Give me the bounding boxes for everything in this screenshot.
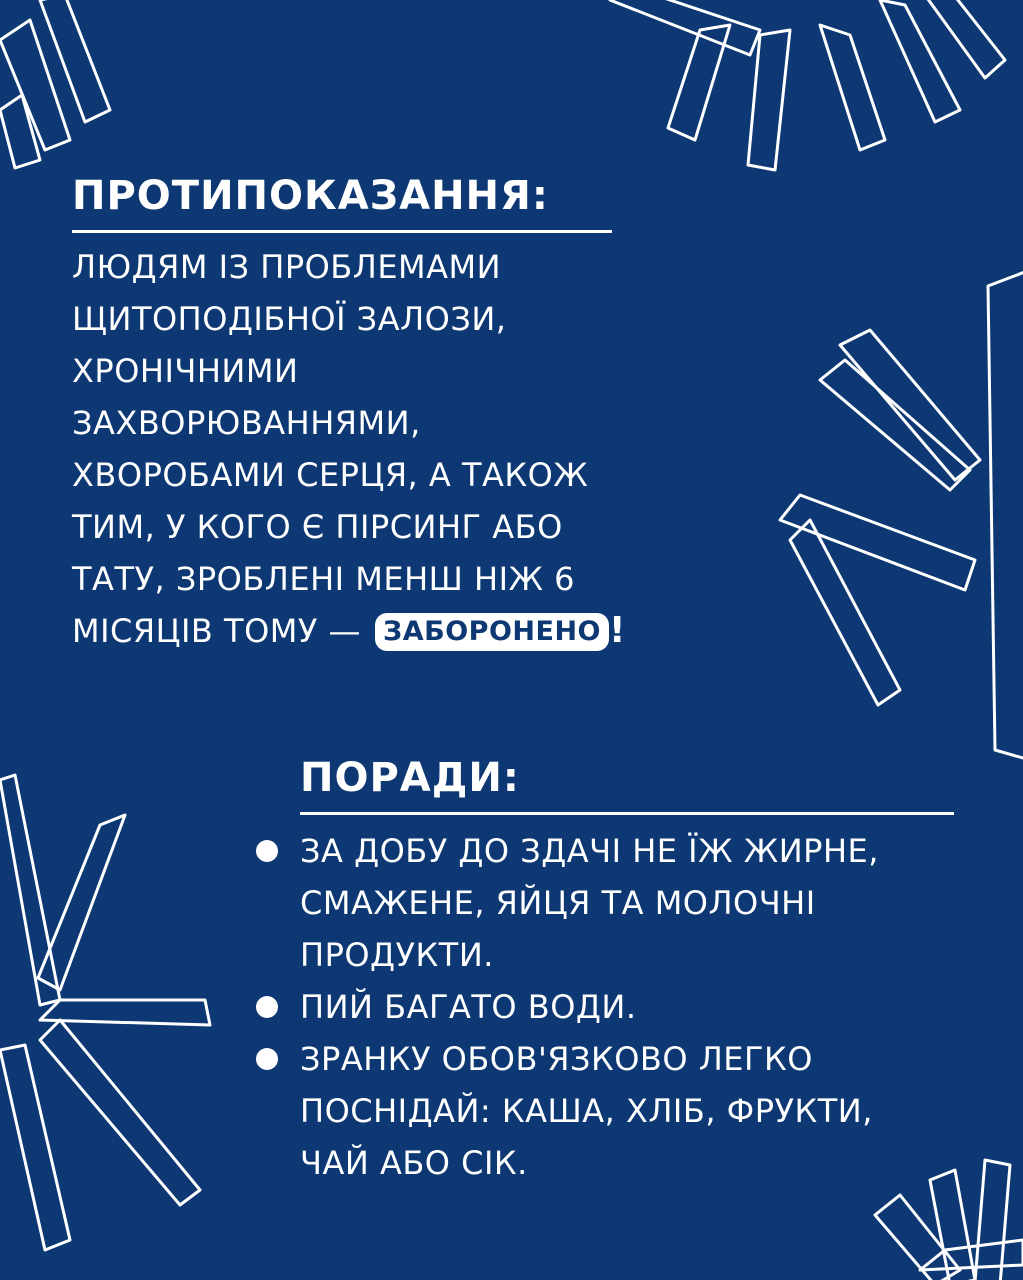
text-line: ЗАХВОРЮВАННЯМИ, (72, 404, 421, 442)
text-line: МІСЯЦІВ ТОМУ — (72, 612, 362, 650)
list-item (300, 1033, 954, 1189)
text-line: ТАТУ, ЗРОБЛЕНІ МЕНШ НІЖ 6 (72, 560, 576, 598)
list-item (300, 981, 954, 1033)
text-line: ХРОНІЧНИМИ (72, 352, 299, 390)
text-line: ЛЮДЯМ ІЗ ПРОБЛЕМАМИ (72, 248, 502, 286)
outline-burst-icon (610, 0, 1005, 170)
tips-list (300, 825, 954, 1189)
contraindications-heading: ПРОТИПОКАЗАННЯ: (72, 176, 612, 233)
list-item (300, 825, 954, 981)
text-line: ПОСНІДАЙ: КАША, ХЛІБ, ФРУКТИ, (300, 1092, 873, 1130)
text-line: ЗРАНКУ ОБОВ'ЯЗКОВО ЛЕГКО (300, 1040, 813, 1078)
text-line: ХВОРОБАМИ СЕРЦЯ, А ТАКОЖ (72, 456, 589, 494)
text-line: СМАЖЕНЕ, ЯЙЦЯ ТА МОЛОЧНІ (300, 884, 816, 922)
text-line: ЩИТОПОДІБНОЇ ЗАЛОЗИ, (72, 300, 507, 338)
outline-burst-icon (780, 270, 1023, 760)
text-line: ТИМ, У КОГО Є ПІРСИНГ АБО (72, 508, 563, 546)
contraindications-text (72, 241, 626, 657)
forbidden-badge: ЗАБОРОНЕНО (375, 613, 609, 651)
outline-burst-icon (0, 0, 110, 168)
text-line: ПРОДУКТИ. (300, 936, 494, 974)
bullet-icon (256, 1048, 278, 1070)
tips-section (300, 755, 954, 1189)
outline-burst-icon (0, 775, 210, 1250)
exclamation-mark: ! (609, 610, 626, 651)
tips-heading: ПОРАДИ: (300, 758, 954, 815)
contraindications-section (72, 173, 626, 657)
text-line: ПИЙ БАГАТО ВОДИ. (300, 988, 637, 1026)
bullet-icon (256, 996, 278, 1018)
text-line-last (72, 605, 626, 657)
text-line: ЗА ДОБУ ДО ЗДАЧІ НЕ ЇЖ ЖИРНЕ, (300, 832, 879, 870)
text-line: ЧАЙ АБО СІК. (300, 1144, 528, 1182)
bullet-icon (256, 840, 278, 862)
